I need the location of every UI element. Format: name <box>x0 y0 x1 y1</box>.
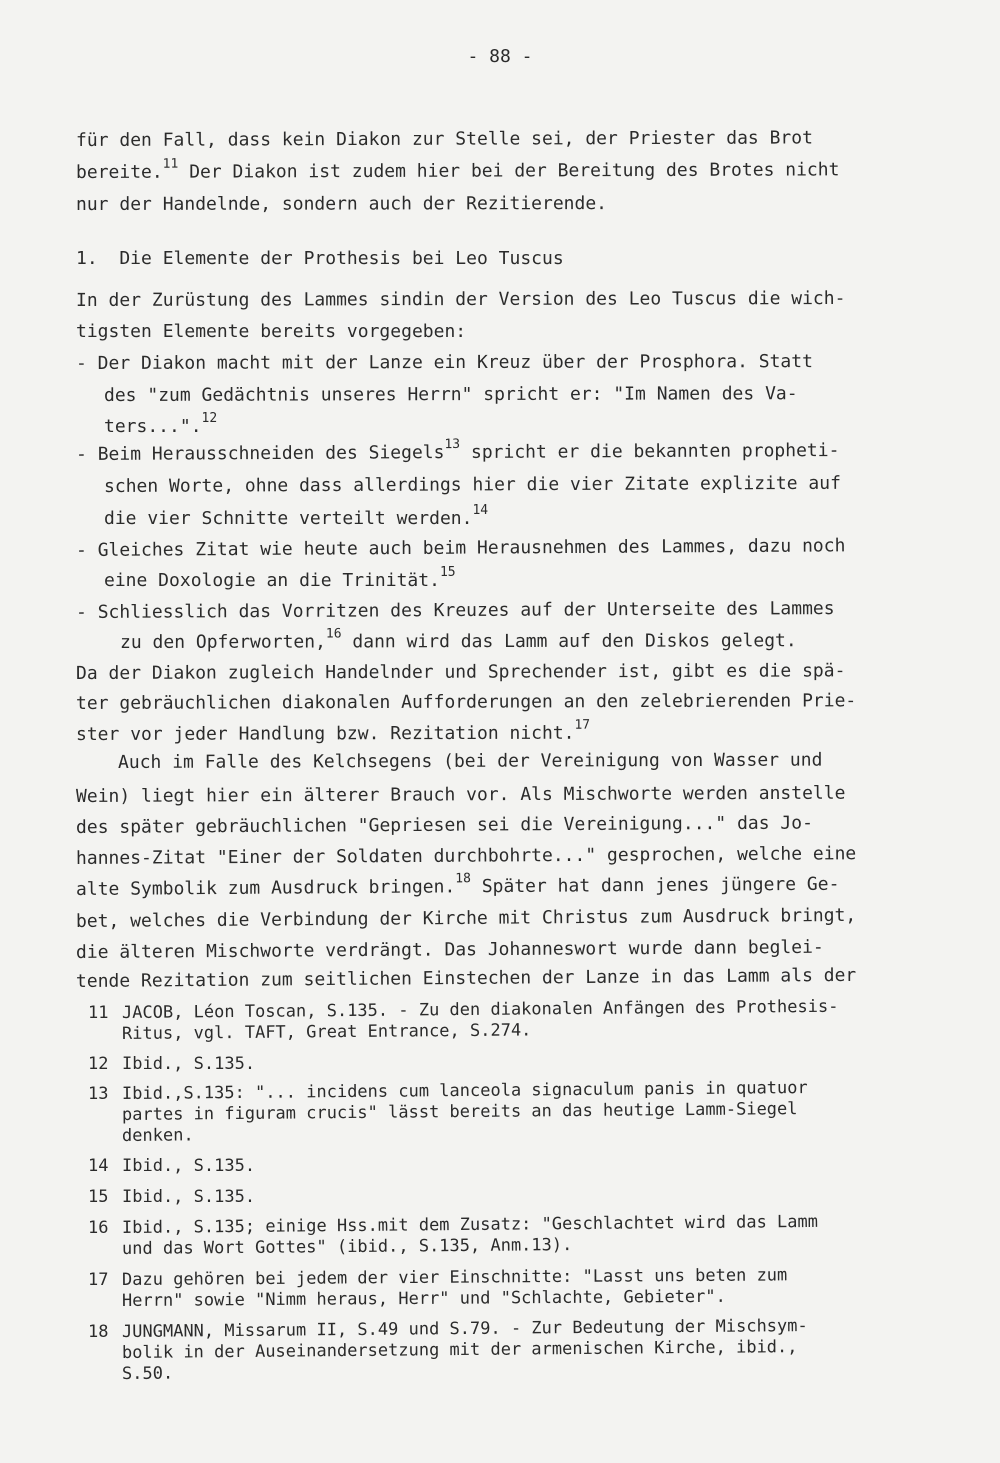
footnote-line: S.50. <box>121 1363 174 1384</box>
text-segment: Der Diakon ist zudem hier bei der Bereitung des Brotes nicht <box>178 159 840 183</box>
text-line <box>76 812 813 839</box>
text-segment: dann wird das Lamm auf den Diskos gelegt. <box>341 630 797 653</box>
footnote-number: 16 <box>88 1218 109 1238</box>
text-segment: spricht er die bekannten propheti- <box>460 440 840 463</box>
text-line <box>76 783 846 808</box>
footnote-line: JACOB, Léon Toscan, S.135. - Zu den diakonalen Anfängen des Prothesis- <box>121 996 839 1023</box>
text-line <box>75 717 591 746</box>
text-segment: nur der Handelnde, sondern auch der Rezitierende. <box>75 193 608 215</box>
text-segment: für den Fall, dass kein Diakon zur Stelle sei, der Priester das Brot <box>75 127 813 151</box>
footnote-reference: 15 <box>439 565 456 580</box>
text-segment: des später gebräuchlichen "Gepriesen sei die Vereinigung..." das Jo- <box>75 812 813 838</box>
text-line <box>104 411 218 438</box>
footnote-line: Herrn" sowie "Nimm heraus, Herr" und "Schlachte, Gebieter". <box>121 1286 726 1311</box>
text-segment: tigsten Elemente bereits vorgegeben: <box>76 321 467 342</box>
text-segment: hannes-Zitat "Einer der Soldaten durchbohrte..." gesprochen, welche eine <box>75 843 857 869</box>
text-line <box>76 193 607 216</box>
footnote-line: Ibid., S.135. <box>122 1187 256 1207</box>
text-line <box>76 351 813 375</box>
text-segment: eine Doxologie an die Trinität. <box>104 570 440 591</box>
footnote-line: partes in figuram crucis" lässt bereits an das heutige Lamm-Siegel <box>121 1099 798 1125</box>
footnote-line: Ibid., S.135; einige Hss.mit dem Zusatz: "Geschlachtet wird das Lamm <box>121 1211 819 1238</box>
text-line <box>104 383 798 407</box>
text-segment: bereite. <box>75 161 163 183</box>
footnote-line: denken. <box>121 1125 194 1146</box>
text-segment: Später hat dann jenes jüngere Ge- <box>470 873 840 898</box>
text-segment: Da der Diakon zugleich Handelnder und Sprechender ist, gibt es die spä- <box>75 660 846 684</box>
text-segment: - Gleiches Zitat wie heute auch beim Herausnehmen des Lammes, dazu noch <box>75 535 846 561</box>
footnote-reference: 18 <box>455 871 471 887</box>
text-line <box>76 937 824 964</box>
footnote-line: und das Wort Gottes" (ibid., S.135, Anm.13). <box>121 1235 573 1259</box>
text-segment: - Schliesslich das Vorritzen des Kreuzes auf der Unterseite des Lammes <box>75 598 835 623</box>
text-line <box>76 535 846 562</box>
text-line <box>118 750 822 774</box>
text-line <box>76 905 856 933</box>
footnote-number: 11 <box>88 1003 109 1023</box>
text-line <box>104 565 456 592</box>
text-line <box>104 473 841 498</box>
text-segment: ter gebräuchlichen diakonalen Aufforderungen an den zelebrierenden Prie- <box>75 690 857 714</box>
text-line <box>76 843 856 870</box>
text-segment: zu den Opferworten, <box>119 631 326 653</box>
footnote-reference: 14 <box>472 503 489 518</box>
text-line <box>119 626 797 654</box>
text-line <box>76 248 564 270</box>
text-segment: des "zum Gedächtnis unseres Herrn" spricht er: "Im Namen des Va- <box>103 383 798 406</box>
footnote-reference: 13 <box>444 436 461 453</box>
text-line <box>104 503 489 530</box>
text-segment: - Beim Herausschneiden des Siegels <box>75 442 445 465</box>
footnote-line: Ibid., S.135. <box>122 1054 256 1074</box>
footnote-line: bolik in der Auseinandersetzung mit der armenischen Kirche, ibid., <box>121 1337 798 1363</box>
text-line <box>76 127 813 152</box>
text-segment: ters...". <box>104 416 202 437</box>
footnote-number: 13 <box>88 1084 109 1104</box>
footnote-number: 12 <box>88 1054 109 1074</box>
footnote-line: Dazu gehören bei jedem der vier Einschnitte: "Lasst uns beten zum <box>121 1265 788 1290</box>
footnote-line: JUNGMANN, Missarum II, S.49 und S.79. - Zur Bedeutung der Mischsym- <box>121 1316 808 1342</box>
text-segment: Auch im Falle des Kelchsegens (bei der Vereinigung von Wasser und <box>117 749 823 773</box>
text-line <box>75 436 840 466</box>
text-line <box>76 690 856 715</box>
page-number: - 88 - <box>467 46 533 67</box>
text-segment: die vier Schnitte verteilt werden. <box>104 508 473 529</box>
footnote-line: Ibid.,S.135: "... incidens cum lanceola signaculum panis in quatuor <box>121 1078 808 1104</box>
text-line <box>76 321 466 343</box>
footnote-reference: 16 <box>325 626 342 642</box>
text-segment: ster vor jeder Handlung bzw. Rezitation nicht. <box>75 722 575 745</box>
footnote-reference: 17 <box>574 717 591 733</box>
text-line <box>75 871 840 901</box>
text-segment: tende Rezitation zum seitlichen Einstechen der Lanze in das Lamm als der <box>75 964 857 992</box>
text-segment: In der Zurüstung des Lammes sindin der Version des Leo Tuscus die wich- <box>75 287 846 311</box>
footnote-reference: 11 <box>162 156 179 172</box>
text-segment: bet, welches die Verbindung der Kirche mit Christus zum Ausdruck bringt, <box>75 904 857 932</box>
text-segment: alte Symbolik zum Ausdruck bringen. <box>75 876 456 900</box>
text-line <box>76 660 845 685</box>
footnote-reference: 12 <box>201 411 218 426</box>
footnote-number: 18 <box>88 1322 109 1342</box>
text-segment: Wein) liegt hier ein älterer Brauch vor. Als Mischworte werden anstelle <box>75 782 846 807</box>
footnote-line: Ibid., S.135. <box>122 1156 256 1176</box>
footnote-line: Ritus, vgl. TAFT, Great Entrance, S.274. <box>121 1020 532 1044</box>
text-segment: die älteren Mischworte verdrängt. Das Johanneswort wurde dann beglei- <box>75 936 824 963</box>
text-line <box>75 156 840 184</box>
text-segment: - Der Diakon macht mit der Lanze ein Kreuz über der Prosphora. Statt <box>75 351 813 374</box>
footnote-number: 15 <box>88 1187 109 1207</box>
text-line <box>76 288 845 312</box>
text-line <box>76 965 856 993</box>
text-segment: schen Worte, ohne dass allerdings hier die vier Zitate explizite auf <box>103 472 841 497</box>
footnote-number: 14 <box>88 1156 109 1176</box>
text-segment: 1. Die Elemente der Prothesis bei Leo Tuscus <box>76 248 564 269</box>
footnote-number: 17 <box>88 1270 109 1290</box>
text-line <box>76 598 835 624</box>
